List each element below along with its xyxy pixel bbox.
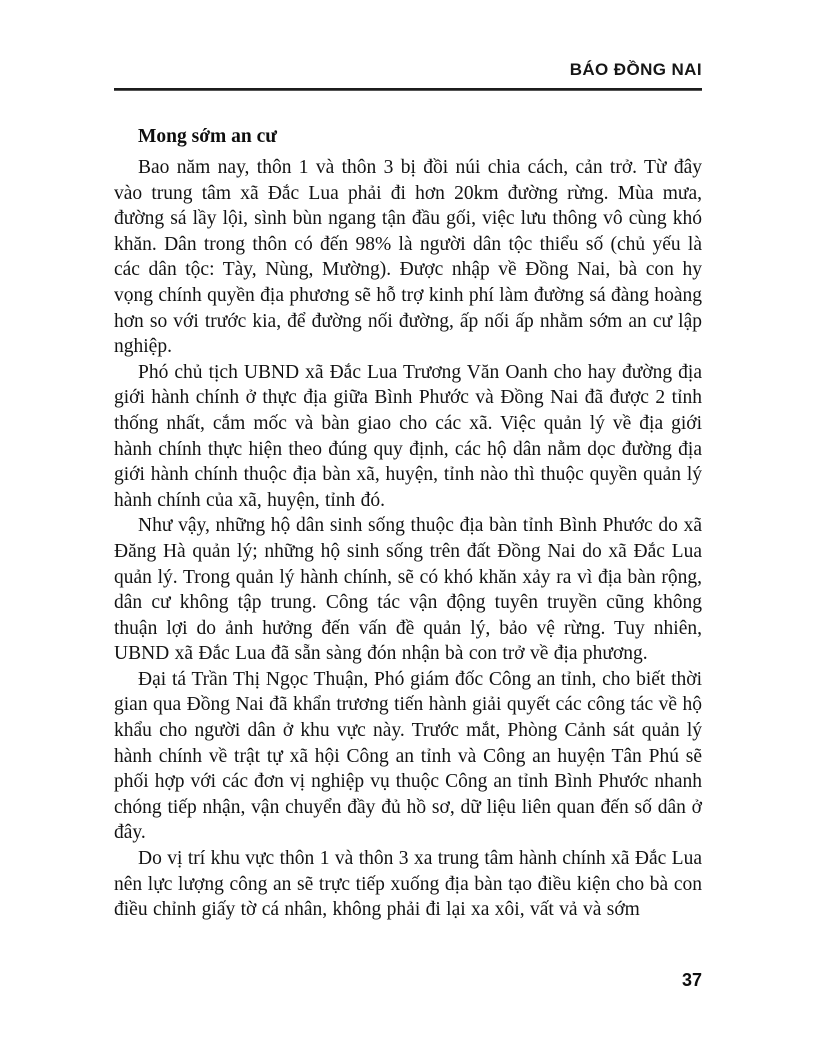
paragraph: Phó chủ tịch UBND xã Đắc Lua Trương Văn Oanh cho hay đường địa giới hành chính ở thực địa giữa Bình Phước và Đồng Nai đã được 2 tỉnh thống nhất, cắm mốc và bàn giao cho các xã. Việc quản lý về địa giới hành chính thực hiện theo đúng quy định, các hộ dân nằm dọc đường địa giới hành chính thuộc địa bàn xã, huyện, tỉnh nào thì thuộc quyền quản lý hành chính của xã, huyện, tỉnh đó.	[114, 361, 702, 511]
running-header: BÁO ĐỒNG NAI	[569, 60, 702, 79]
paragraph: Như vậy, những hộ dân sinh sống thuộc địa bàn tỉnh Bình Phước do xã Đăng Hà quản lý; những hộ sinh sống trên đất Đồng Nai do xã Đắc Lua quản lý. Trong quản lý hành chính, sẽ có khó khăn xảy ra vì địa bàn rộng, dân cư không tập trung. Công tác vận động tuyên truyền cũng không thuận lợi do ảnh hưởng đến vấn đề quản lý, bảo vệ rừng. Tuy nhiên, UBND xã Đắc Lua đã sẵn sàng đón nhận bà con trở về địa phương.	[114, 515, 702, 665]
article-body	[114, 124, 702, 923]
paragraph: Do vị trí khu vực thôn 1 và thôn 3 xa trung tâm hành chính xã Đắc Lua nên lực lượng công an sẽ trực tiếp xuống địa bàn tạo điều kiện cho bà con điều chỉnh giấy tờ cá nhân, không phải đi lại xa xôi, vất vả và sớm	[114, 848, 702, 921]
paragraph: Đại tá Trần Thị Ngọc Thuận, Phó giám đốc Công an tỉnh, cho biết thời gian qua Đồng Nai đã khẩn trương tiến hành giải quyết các công tác về hộ khẩu cho người dân ở khu vực này. Trước mắt, Phòng Cảnh sát quản lý hành chính về trật tự xã hội Công an tỉnh và Công an huyện Tân Phú sẽ phối hợp với các đơn vị nghiệp vụ thuộc Công an tỉnh Bình Phước nhanh chóng tiếp nhận, vận chuyển đầy đủ hồ sơ, dữ liệu liên quan đến số dân ở đây.	[114, 668, 702, 844]
section-heading: Mong sớm an cư	[138, 126, 277, 147]
header-rule	[114, 88, 702, 91]
paragraph: Bao năm nay, thôn 1 và thôn 3 bị đồi núi chia cách, cản trở. Từ đây vào trung tâm xã Đắc Lua phải đi hơn 20km đường rừng. Mùa mưa, đường sá lầy lội, sình bùn ngang tận đầu gối, việc lưu thông vô cùng khó khăn. Dân trong thôn có đến 98% là người dân tộc thiểu số (chủ yếu là các dân tộc: Tày, Nùng, Mường). Được nhập về Đồng Nai, bà con hy vọng chính quyền địa phương sẽ hỗ trợ kinh phí làm đường sá đàng hoàng hơn so với trước kia, để đường nối đường, ấp nối ấp nhằm sớm an cư lập nghiệp.	[114, 157, 702, 358]
page-number: 37	[681, 970, 702, 990]
